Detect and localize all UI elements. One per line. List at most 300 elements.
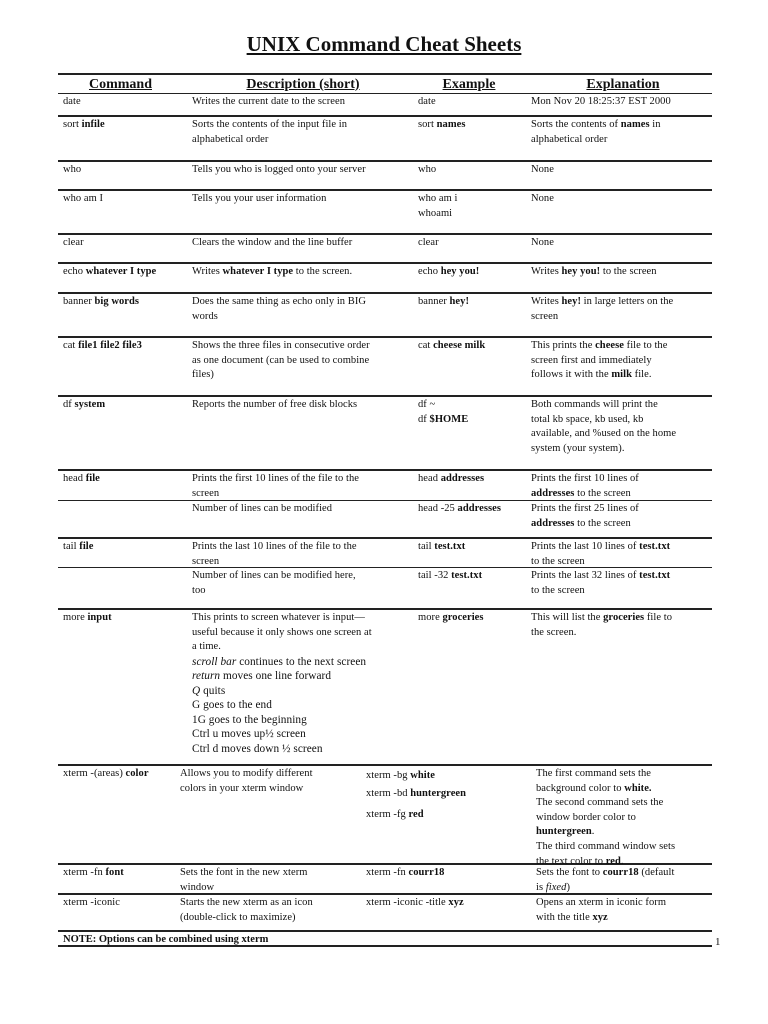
bold-text: file1 file2 file3 — [78, 340, 142, 351]
cell-line — [192, 584, 414, 599]
example-cell — [418, 398, 530, 427]
text-segment: Shows the three files in consecutive order — [192, 340, 370, 351]
text-segment: head -25 — [418, 503, 458, 514]
table-row — [58, 294, 712, 338]
text-segment: xterm -fn — [63, 867, 106, 878]
example-cell — [418, 339, 530, 354]
cell-line — [192, 192, 414, 207]
cell-line — [192, 569, 414, 584]
cell-line — [531, 517, 711, 532]
cell-line — [63, 398, 188, 413]
cell-line — [536, 811, 712, 826]
text-segment: is — [536, 881, 546, 893]
bold-text: hey you! — [440, 266, 480, 277]
text-segment: tail — [418, 541, 435, 552]
table-row — [58, 471, 712, 501]
more-key-line — [192, 727, 414, 742]
text-segment: Prints the first 10 lines of the file to the — [192, 473, 359, 484]
cell-line — [192, 295, 414, 310]
cell-line — [192, 540, 414, 555]
text-segment: Sets the font in the new xterm — [180, 867, 308, 878]
cell-line — [531, 133, 711, 148]
cell-line — [366, 866, 530, 881]
cell-line — [63, 265, 188, 280]
cell-line — [531, 540, 711, 555]
command-cell — [63, 265, 188, 280]
example-cell — [418, 118, 530, 133]
cell-line — [531, 118, 711, 133]
cell-line — [366, 785, 530, 803]
description-cell — [192, 265, 414, 280]
text-segment: None — [531, 164, 554, 175]
command-cell — [63, 866, 178, 881]
cell-line — [418, 339, 530, 354]
command-cell — [63, 163, 188, 178]
description-cell — [192, 295, 414, 324]
text-segment: . — [620, 855, 624, 867]
description-cell — [180, 896, 364, 925]
text-segment: to the screen — [574, 517, 631, 529]
cell-line — [180, 866, 364, 881]
key-action: continues to the next screen — [236, 655, 367, 668]
command-cell — [63, 339, 188, 354]
explanation-cell — [531, 339, 711, 383]
description-cell — [192, 611, 414, 756]
text-segment: None — [531, 237, 554, 248]
bold-text: hey! — [449, 296, 469, 307]
bold-text: groceries — [603, 612, 645, 623]
text-segment: (double-click to maximize) — [180, 911, 296, 923]
description-cell — [192, 118, 414, 147]
bold-text: $HOME — [429, 413, 469, 425]
text-segment: to the screen. — [293, 266, 353, 277]
cell-line — [531, 236, 711, 251]
example-cell — [418, 236, 530, 251]
description-cell — [192, 95, 414, 110]
explanation-cell — [531, 118, 711, 147]
cell-line — [531, 368, 711, 383]
cell-line — [531, 310, 711, 325]
cell-line — [180, 767, 364, 782]
cell-line — [192, 339, 414, 354]
text-segment: screen — [192, 487, 220, 499]
cell-line — [536, 825, 712, 840]
example-cell — [418, 569, 530, 584]
example-cell — [418, 163, 530, 178]
cell-line — [531, 339, 711, 354]
text-segment: total kb space, kb used, kb — [531, 413, 644, 425]
text-segment: Reports the number of free disk blocks — [192, 399, 358, 410]
text-segment: Opens an xterm in iconic form — [536, 897, 667, 908]
bold-text: test.txt — [434, 541, 466, 552]
more-key-line — [192, 713, 414, 728]
bold-text: font — [105, 867, 124, 878]
bold-text: addresses — [457, 503, 501, 514]
bold-text: addresses — [531, 517, 575, 529]
text-segment: alphabetical order — [531, 133, 608, 145]
cell-line — [536, 896, 712, 911]
text-segment: Allows you to modify different — [180, 768, 313, 779]
cell-line — [418, 611, 530, 626]
description-cell — [192, 502, 414, 517]
command-cell — [63, 472, 188, 487]
text-segment: Prints the first 25 lines of — [531, 503, 639, 514]
header-explanation: Explanation — [586, 77, 660, 92]
cell-line — [63, 163, 188, 178]
explanation-cell — [531, 265, 711, 280]
explanation-cell — [531, 236, 711, 251]
more-key-line — [192, 669, 414, 684]
command-cell — [63, 118, 188, 133]
bold-text: color — [125, 768, 149, 779]
text-segment: colors in your xterm window — [180, 782, 304, 794]
bold-text: fixed — [545, 881, 567, 893]
text-segment: alphabetical order — [192, 133, 269, 145]
key-name: scroll bar — [192, 655, 237, 668]
text-segment: who am I — [63, 193, 104, 204]
cell-line — [418, 118, 530, 133]
cell-line — [180, 896, 364, 911]
cell-line — [63, 540, 188, 555]
cell-line — [180, 881, 364, 896]
cell-line — [192, 133, 414, 148]
key-action: moves one line forward — [220, 670, 332, 683]
text-segment: Tells you who is logged onto your server — [192, 164, 366, 175]
table-row — [58, 191, 712, 235]
cell-line — [63, 472, 188, 487]
text-segment: df ~ — [418, 399, 436, 410]
table-row — [58, 568, 712, 610]
cell-line — [536, 840, 712, 855]
text-segment: None — [531, 193, 554, 204]
bold-text: red — [605, 855, 621, 867]
command-cell — [63, 192, 188, 207]
table-row — [58, 895, 712, 932]
key-action: Ctrl u moves up½ screen — [192, 728, 306, 741]
cell-line — [531, 192, 711, 207]
table-row — [58, 501, 712, 539]
bold-text: names — [436, 119, 466, 130]
cell-line — [192, 265, 414, 280]
cell-line — [536, 767, 712, 782]
text-segment: in — [649, 119, 661, 130]
cell-line — [63, 866, 178, 881]
more-key-line — [192, 684, 414, 699]
bold-text: names — [620, 119, 650, 130]
explanation-cell — [536, 767, 712, 869]
text-segment: This will list the — [531, 612, 604, 623]
table-row — [58, 539, 712, 568]
text-segment: Prints the last 10 lines of — [531, 541, 640, 552]
text-segment: as one document (can be used to combine — [192, 354, 370, 366]
bold-text: cheese milk — [433, 340, 486, 351]
explanation-cell — [536, 896, 712, 925]
text-segment: who — [418, 164, 437, 175]
cell-line — [63, 611, 188, 626]
cell-line — [192, 626, 414, 641]
bold-text: big words — [94, 296, 140, 307]
explanation-cell — [531, 540, 711, 569]
cell-line — [418, 413, 530, 428]
text-segment: ) — [566, 881, 570, 893]
explanation-cell — [531, 502, 711, 531]
more-key-line — [192, 698, 414, 713]
text-segment: to the screen — [531, 584, 585, 596]
text-segment: The third command window sets — [536, 840, 676, 852]
cell-line — [531, 555, 711, 570]
cheat-sheet-table — [58, 73, 712, 947]
cell-line — [531, 354, 711, 369]
cell-line — [536, 881, 712, 896]
text-segment: the text color to — [536, 855, 606, 867]
cell-line — [63, 339, 188, 354]
cell-line — [192, 368, 414, 383]
command-cell — [63, 611, 188, 626]
text-segment: in large letters on the — [581, 296, 674, 307]
bold-text: addresses — [531, 487, 575, 499]
cell-line — [531, 626, 711, 641]
text-segment: . — [591, 826, 595, 838]
cell-line — [418, 265, 530, 280]
text-segment: xterm -(areas) — [63, 768, 126, 779]
example-cell — [418, 502, 530, 517]
text-segment: xterm -bd — [366, 787, 411, 799]
cell-line — [418, 295, 530, 310]
text-segment: to the screen — [600, 266, 657, 277]
cell-line — [192, 640, 414, 655]
table-row — [58, 766, 712, 865]
cell-line — [418, 95, 530, 110]
text-segment: file to — [644, 612, 673, 623]
bold-text: infile — [81, 119, 105, 130]
cell-line — [531, 427, 711, 442]
text-segment: The first command sets the — [536, 768, 652, 779]
bold-text: hey you! — [561, 266, 601, 277]
text-segment: Prints the last 32 lines of — [531, 570, 640, 581]
cell-line — [418, 236, 530, 251]
text-segment: Sets the font to — [536, 867, 603, 878]
table-row — [58, 264, 712, 294]
text-segment: Number of lines can be modified here, — [192, 570, 356, 581]
cell-line — [418, 540, 530, 555]
cell-line — [192, 502, 414, 517]
cell-line — [63, 95, 188, 110]
text-segment: screen — [531, 310, 559, 322]
cell-line — [192, 354, 414, 369]
text-segment: head — [418, 473, 441, 484]
description-cell — [192, 472, 414, 501]
key-action: G goes to the end — [192, 699, 272, 712]
text-segment: xterm -fn — [366, 867, 409, 878]
text-segment: system (your system). — [531, 442, 625, 454]
cell-line — [63, 295, 188, 310]
example-cell — [366, 896, 530, 911]
text-segment: xterm -iconic -title — [366, 897, 449, 908]
text-segment: clear — [418, 237, 439, 248]
bold-text: test.txt — [639, 570, 671, 581]
text-segment: tail — [63, 541, 80, 552]
text-segment: clear — [63, 237, 84, 248]
cell-line — [180, 782, 364, 797]
text-segment: useful because it only shows one screen at — [192, 626, 372, 638]
cell-line — [192, 163, 414, 178]
text-segment: Writes the current date to the screen — [192, 96, 346, 107]
example-cell — [418, 472, 530, 487]
text-segment: Does the same thing as echo only in BIG — [192, 296, 366, 307]
header-command: Command — [88, 77, 152, 92]
text-segment: df — [418, 413, 430, 425]
text-segment: more — [63, 612, 88, 623]
table-row — [58, 162, 712, 191]
page-title: UNIX Command Cheat Sheets — [246, 32, 522, 56]
table-row — [58, 94, 712, 117]
cell-line — [531, 398, 711, 413]
bold-text: white. — [624, 782, 652, 794]
header-example: Example — [442, 77, 496, 92]
text-segment: xterm -iconic — [63, 897, 120, 908]
cell-line — [192, 95, 414, 110]
text-segment: Prints the last 10 lines of the file to the — [192, 541, 357, 552]
text-segment: Writes — [531, 296, 562, 307]
text-segment: Writes — [192, 266, 223, 277]
table-row — [58, 235, 712, 264]
explanation-cell — [531, 569, 711, 598]
text-segment: Mon Nov 20 18:25:37 EST 2000 — [531, 96, 671, 107]
example-cell — [418, 192, 530, 221]
note-text: NOTE: Options can be combined using xterm — [63, 934, 269, 945]
more-key-line — [192, 742, 414, 757]
cell-line — [418, 569, 530, 584]
description-cell — [192, 540, 414, 569]
example-cell — [418, 295, 530, 310]
text-segment: Starts the new xterm as an icon — [180, 897, 313, 908]
cell-line — [192, 487, 414, 502]
cell-line — [418, 502, 530, 517]
cell-line — [531, 472, 711, 487]
cell-line — [63, 192, 188, 207]
cell-line — [192, 611, 414, 626]
text-segment: Clears the window and the line buffer — [192, 237, 353, 248]
description-cell — [192, 192, 414, 207]
command-cell — [63, 95, 188, 110]
cell-line — [531, 487, 711, 502]
text-segment: available, and %used on the home — [531, 428, 677, 440]
text-segment: df — [63, 399, 75, 410]
cell-line — [531, 413, 711, 428]
text-segment: The second command sets the — [536, 797, 664, 809]
explanation-cell — [531, 295, 711, 324]
text-segment: follows it with the — [531, 369, 612, 381]
cell-line — [531, 502, 711, 517]
cell-line — [63, 236, 188, 251]
text-segment: xterm -bg — [366, 770, 411, 781]
text-segment: echo — [418, 266, 441, 277]
explanation-cell — [531, 398, 711, 456]
cell-line — [192, 118, 414, 133]
table-header — [58, 73, 712, 94]
bold-text: huntergreen — [536, 826, 592, 838]
bold-text: groceries — [442, 612, 484, 623]
cell-line — [63, 767, 178, 782]
text-segment: Sorts the contents of — [531, 119, 621, 130]
text-segment: Number of lines can be modified — [192, 503, 333, 514]
table-row — [58, 610, 712, 766]
description-cell — [192, 398, 414, 413]
text-segment: the screen. — [531, 626, 577, 638]
key-action: quits — [200, 684, 226, 697]
text-segment: who am i — [418, 193, 458, 204]
cell-line — [192, 236, 414, 251]
cell-line — [531, 265, 711, 280]
table-row — [58, 865, 712, 895]
cell-line — [63, 118, 188, 133]
command-cell — [63, 295, 188, 310]
cell-line — [418, 207, 530, 222]
description-cell — [192, 339, 414, 383]
cell-line — [536, 782, 712, 797]
text-segment: cat — [418, 340, 434, 351]
text-segment: date — [63, 96, 81, 107]
text-segment: This prints the — [531, 340, 596, 351]
page-number: 1 — [715, 936, 721, 948]
description-cell — [180, 866, 364, 895]
text-segment: Sorts the contents of the input file in — [192, 119, 348, 130]
text-segment: a time. — [192, 641, 221, 653]
text-segment: Tells you your user information — [192, 193, 327, 204]
table-row — [58, 338, 712, 397]
bold-text: cheese — [595, 340, 624, 351]
cell-line — [366, 767, 530, 785]
text-segment: banner — [63, 296, 95, 307]
bold-text: courr18 — [602, 867, 639, 878]
cell-line — [418, 192, 530, 207]
key-name: return — [192, 670, 221, 683]
description-cell — [180, 767, 364, 796]
text-segment: (default — [638, 867, 675, 878]
text-segment: screen first and immediately — [531, 354, 652, 366]
bold-text: system — [74, 399, 106, 410]
cell-line — [531, 442, 711, 457]
key-action: Ctrl d moves down ½ screen — [192, 742, 323, 755]
cell-line — [418, 472, 530, 487]
cell-line — [63, 896, 178, 911]
table-row — [58, 117, 712, 162]
text-segment: cat — [63, 340, 79, 351]
bold-text: whatever I type — [85, 266, 157, 277]
cell-line — [531, 295, 711, 310]
text-segment: tail -32 — [418, 570, 452, 581]
text-segment: banner — [418, 296, 450, 307]
text-segment: too — [192, 584, 206, 596]
cell-line — [536, 911, 712, 926]
text-segment: with the title — [536, 911, 593, 923]
command-cell — [63, 236, 188, 251]
bold-text: input — [87, 612, 112, 623]
bold-text: test.txt — [451, 570, 483, 581]
key-name: Q — [192, 684, 201, 697]
text-segment: to the screen — [531, 555, 585, 567]
description-cell — [192, 163, 414, 178]
command-cell — [63, 896, 178, 911]
cell-line — [418, 163, 530, 178]
bold-text: file — [85, 473, 100, 484]
example-cell — [418, 265, 530, 280]
command-cell — [63, 540, 188, 555]
bold-text: file — [79, 541, 94, 552]
text-segment: sort — [418, 119, 437, 130]
bold-text: xyz — [448, 897, 464, 908]
cell-line — [531, 569, 711, 584]
